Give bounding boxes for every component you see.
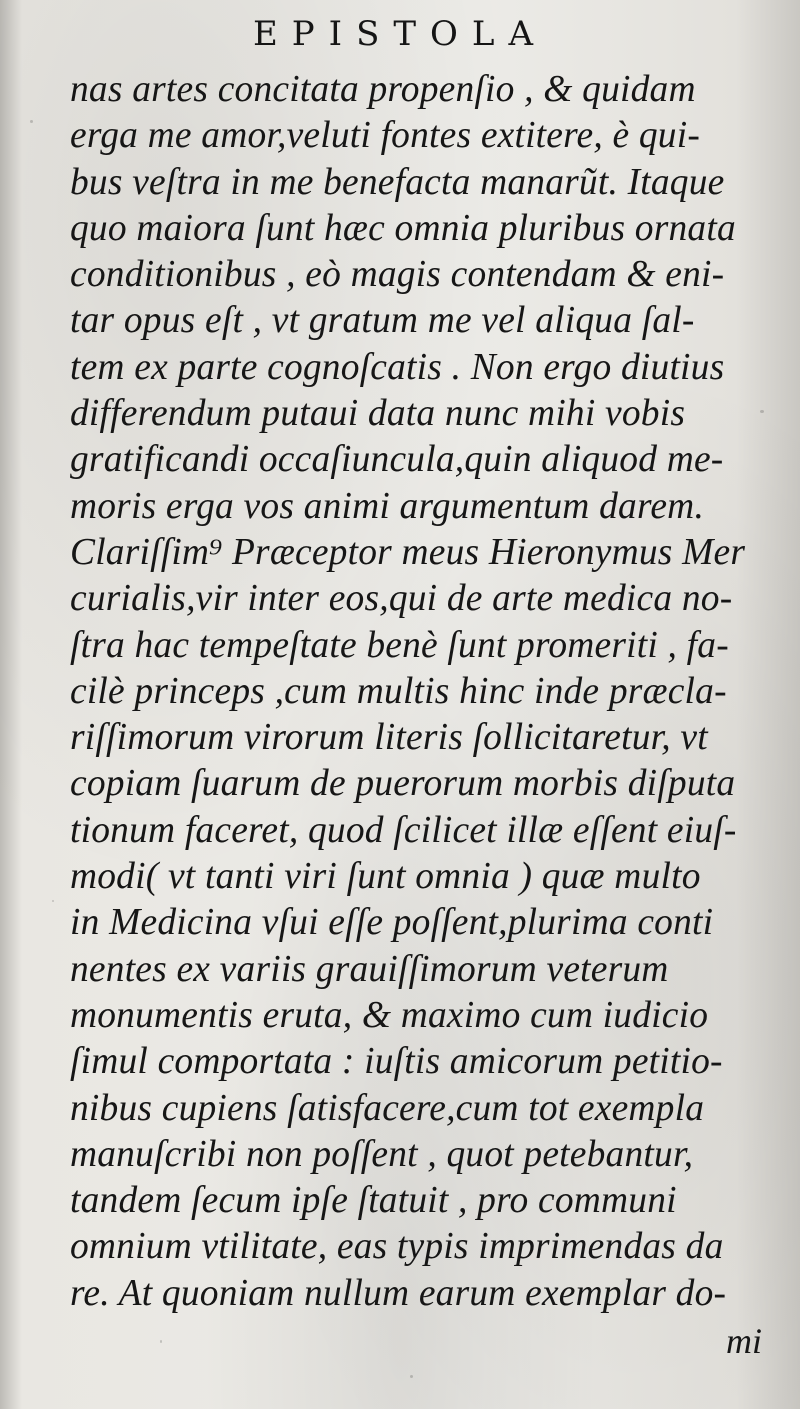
text-line: manuſcribi non poſſent , quot petebantur, [70,1132,694,1175]
paper-speck [30,120,33,123]
text-line: nibus cupiens ſatisfacere,cum tot exempla [70,1086,705,1129]
text-line: in Medicina vſui eſſe poſſent,plurima conti [70,901,714,944]
page-heading: EPISTOLA [252,14,548,54]
paper-speck [160,1340,162,1343]
text-line: differendum putaui data nunc mihi vobis [70,392,686,435]
text-line: copiam ſuarum de puerorum morbis diſputa [70,762,736,805]
text-line: erga me amor,veluti fontes extitere, è qui- [70,114,701,157]
text-line: monumentis eruta, & maximo cum iudicio [70,993,709,1036]
text-line: quo maiora ſunt hæc omnia pluribus ornata [70,206,736,249]
text-line: Clariſſim⁹ Præceptor meus Hieronymus Mer [70,530,746,573]
text-line: modi( vt tanti viri ſunt omnia ) quæ multo [70,855,701,898]
paper-speck [52,900,54,902]
text-line: tem ex parte cognoſcatis . Non ergo diutius [70,345,725,388]
body-text [70,66,770,1316]
text-line: ſimul comportata : iuſtis amicorum petitio- [70,1040,723,1083]
text-line: nentes ex variis grauiſſimorum veterum [70,947,669,990]
paper-speck [410,1375,413,1378]
text-line: riſſimorum virorum literis ſollicitaretur, vt [70,716,708,759]
text-line: moris erga vos animi argumentum darem. [70,484,705,527]
text-line: ſtra hac tempeſtate benè ſunt promeriti , fa- [70,623,729,666]
text-line: gratificandi occaſiuncula,quin aliquod me- [70,438,724,481]
text-line: curialis,vir inter eos,qui de arte medica no- [70,577,733,620]
text-line: conditionibus , eò magis contendam & eni- [70,253,725,296]
text-line: bus veſtra in me benefacta manarũt. Itaque [70,160,725,203]
text-line: omnium vtilitate, eas typis imprimendas da [70,1225,724,1268]
catchword: mi [726,1321,762,1361]
text-line: re. At quoniam nullum earum exemplar do- [70,1271,727,1314]
text-line: tandem ſecum ipſe ſtatuit , pro communi [70,1179,677,1222]
text-line: nas artes concitata propenſio , & quidam [70,68,696,110]
text-line: tar opus eſt , vt gratum me vel aliqua ſal- [70,299,695,342]
text-line: cilè princeps ,cum multis hinc inde præcla- [70,669,727,712]
text-line: tionum faceret, quod ſcilicet illæ eſſent eiuſ- [70,808,737,851]
